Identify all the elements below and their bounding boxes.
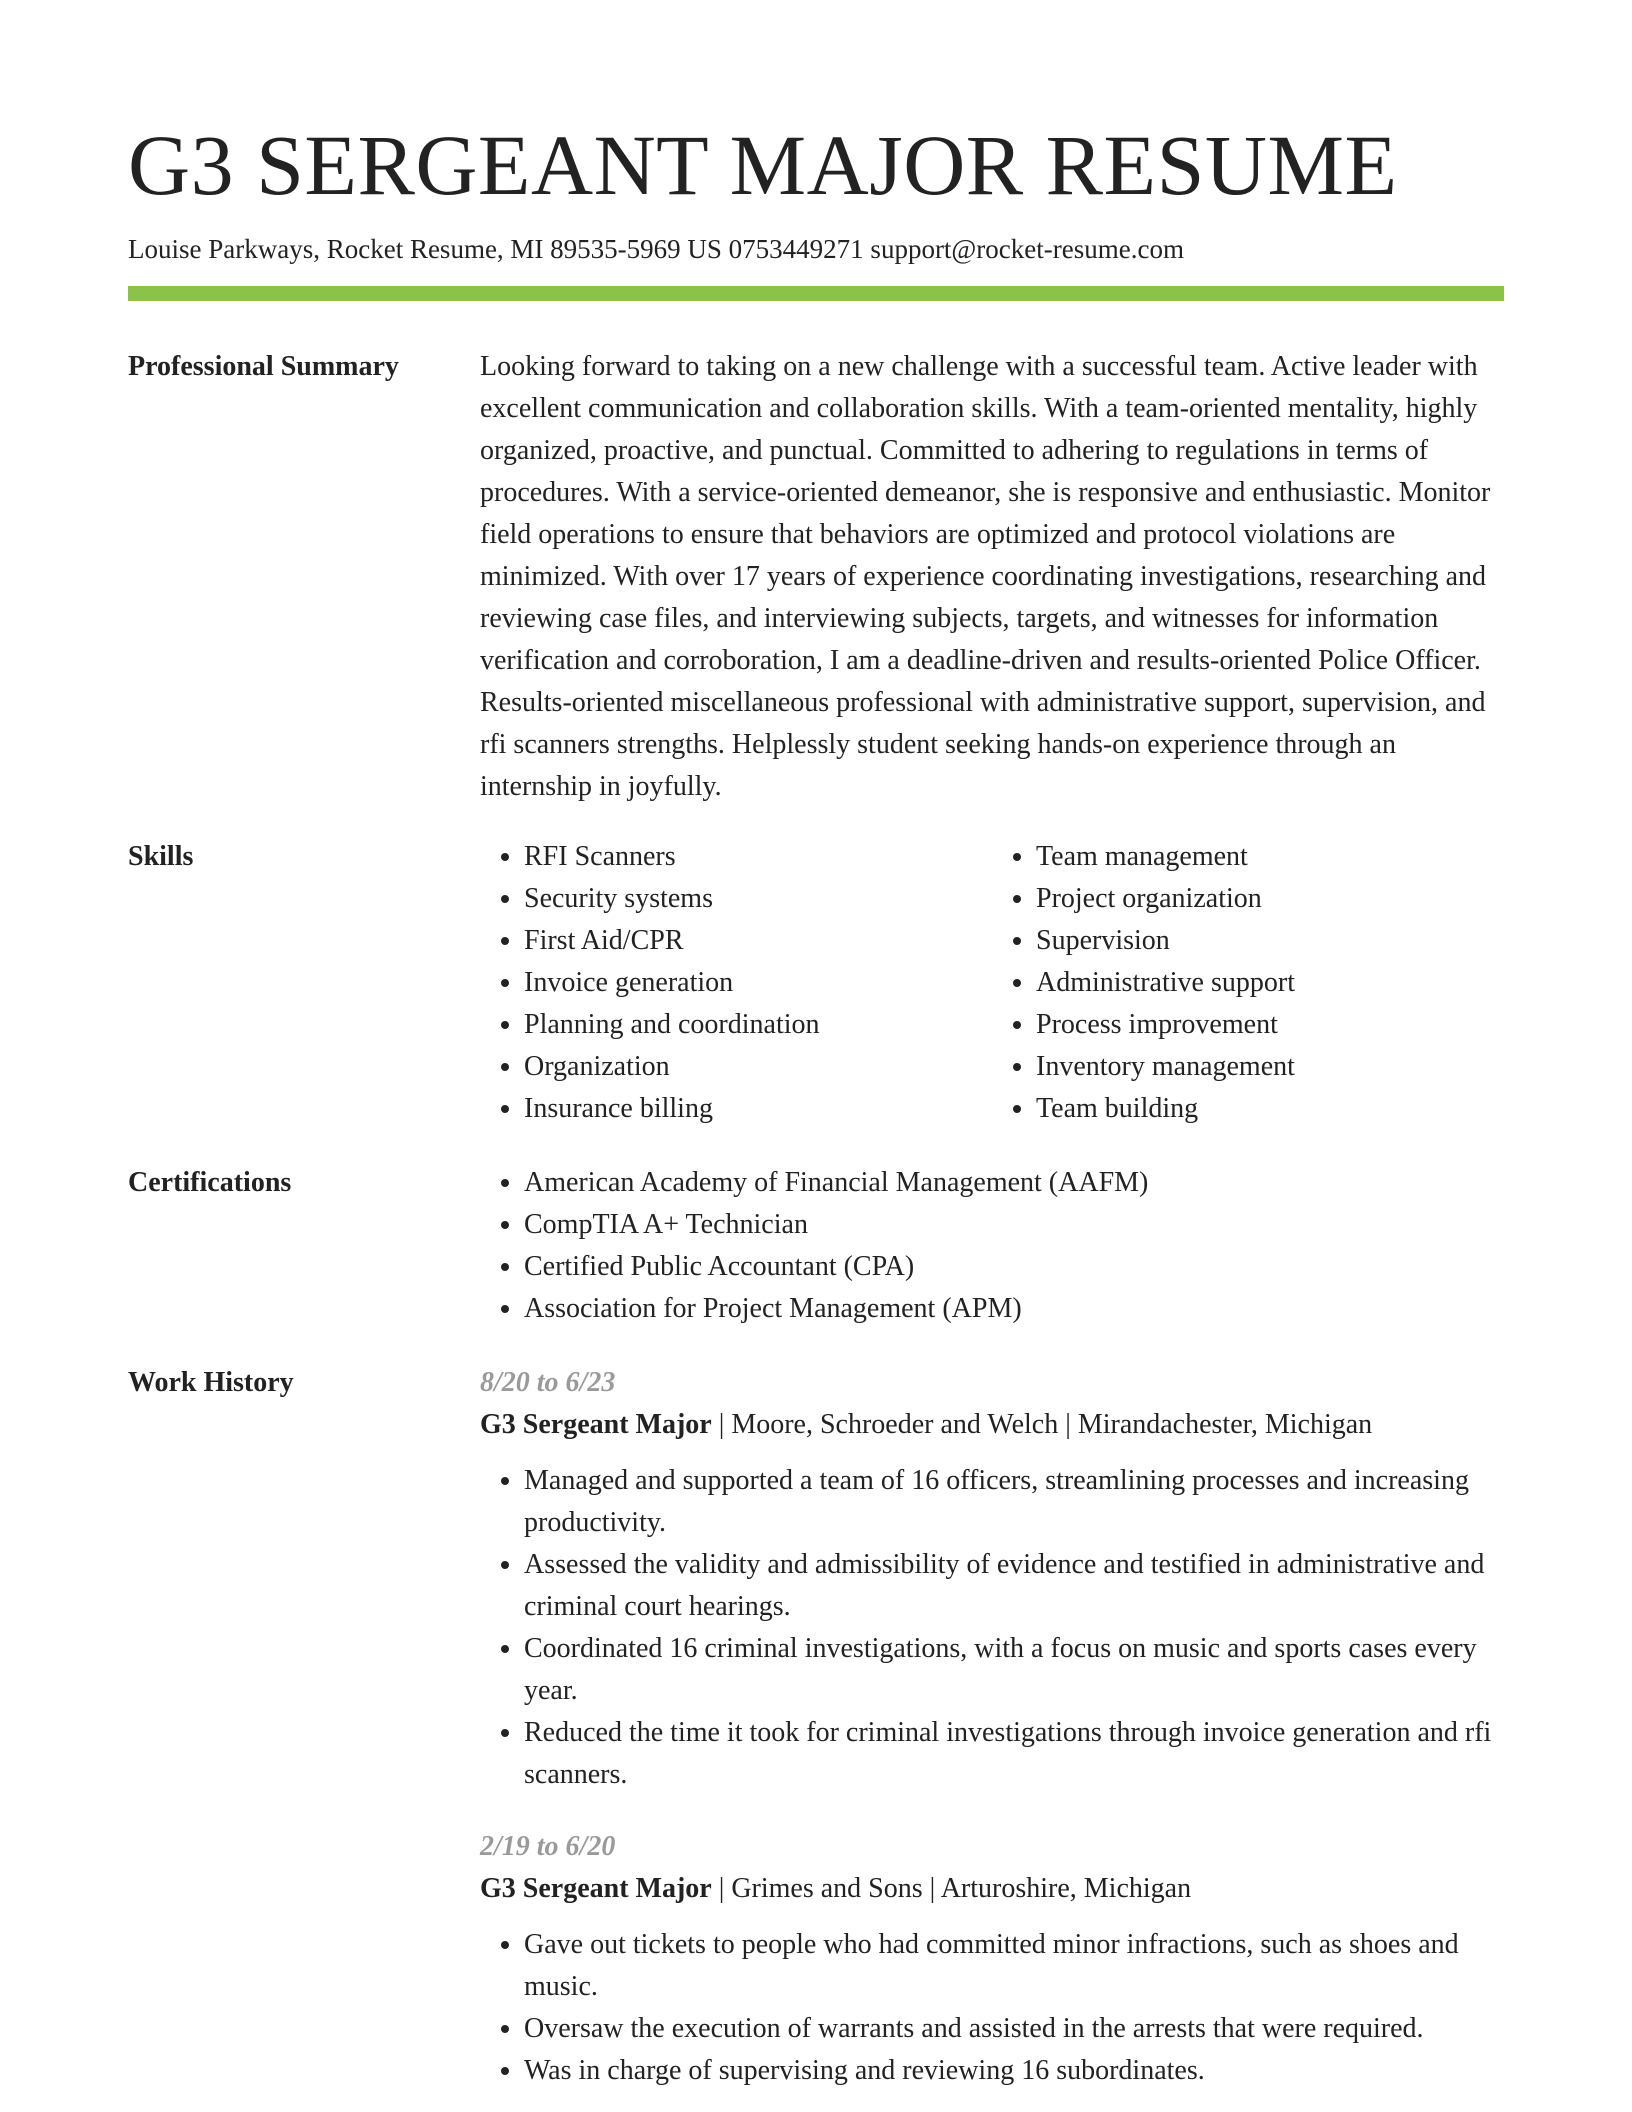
job-entry: [480, 1826, 1504, 2092]
skills-label: Skills: [128, 841, 194, 872]
certification-item: • Association for Project Management (APM): [524, 1288, 1504, 1330]
certification-item: • CompTIA A+ Technician: [524, 1204, 1504, 1246]
certification-item: • Certified Public Accountant (CPA): [524, 1246, 1504, 1288]
job-header: [480, 1404, 1504, 1446]
certifications-label: Certifications: [128, 1167, 292, 1198]
skills-body: [480, 836, 1504, 1130]
job-bullet: • Assessed the validity and admissibility of evidence and testified in administrative and criminal court hearings.: [524, 1544, 1504, 1628]
job-bullet: • Reduced the time it took for criminal investigations through invoice generation and rfi scanners.: [524, 1712, 1504, 1796]
certifications-list: [480, 1162, 1504, 1330]
certifications-body: [480, 1162, 1504, 1330]
skills-list-right: [992, 836, 1504, 1130]
accent-divider: [128, 286, 1504, 301]
job-dates: 2/19 to 6/20: [480, 1831, 616, 1862]
summary-text: Looking forward to taking on a new challenge with a successful team. Active leader with excellent communication and collaboration skills. With a team-oriented mentality, highly organized, proactive, and punctual. Committed to adhering to regulations in terms of procedures. With a service-oriented demeanor, she is responsive and enthusiastic. Monitor field operations to ensure that behaviors are optimized and protocol violations are minimized. With over 17 years of experience coordinating investigations, researching and reviewing case files, and interviewing subjects, targets, and witnesses for information verification and corroboration, I am a deadline-driven and results-oriented Police Officer. Results-oriented miscellaneous professional with administrative support, supervision, and rfi scanners strengths. Helplessly student seeking hands-on experience through an internship in joyfully.: [480, 351, 1491, 802]
skill-item: • Process improvement: [1036, 1004, 1504, 1046]
skill-item: • Project organization: [1036, 878, 1504, 920]
contact-info: Louise Parkways, Rocket Resume, MI 89535-5969 US 0753449271 support@rocket-resume.com: [128, 234, 1184, 264]
skill-item: • Supervision: [1036, 920, 1504, 962]
job-bullet: • Managed and supported a team of 16 officers, streamlining processes and increasing productivity.: [524, 1460, 1504, 1544]
job-dates: 8/20 to 6/23: [480, 1367, 616, 1398]
job-bullet: • Coordinated 16 criminal investigations, with a focus on music and sports cases every year.: [524, 1628, 1504, 1712]
skill-item: • Planning and coordination: [524, 1004, 992, 1046]
certification-item: • American Academy of Financial Management (AAFM): [524, 1162, 1504, 1204]
job-bullet: • Was in charge of supervising and reviewing 16 subordinates.: [524, 2050, 1504, 2092]
job-title: G3 Sergeant Major: [480, 1409, 712, 1440]
summary-label: Professional Summary: [128, 351, 399, 382]
job-title: G3 Sergeant Major: [480, 1873, 712, 1904]
skill-item: • RFI Scanners: [524, 836, 992, 878]
skill-item: • First Aid/CPR: [524, 920, 992, 962]
skills-list-left: [480, 836, 992, 1130]
skill-item: • Team management: [1036, 836, 1504, 878]
skill-item: • Team building: [1036, 1088, 1504, 1130]
job-bullet: • Oversaw the execution of warrants and assisted in the arrests that were required.: [524, 2008, 1504, 2050]
resume-title: G3 SERGEANT MAJOR RESUME: [128, 117, 1398, 213]
skill-item: • Inventory management: [1036, 1046, 1504, 1088]
job-bullets: [480, 1460, 1504, 1796]
job-header: [480, 1868, 1504, 1910]
skill-item: • Organization: [524, 1046, 992, 1088]
job-details: | Grimes and Sons | Arturoshire, Michigan: [711, 1873, 1192, 1904]
work-history-body: [480, 1362, 1504, 2112]
skills-columns: [480, 836, 1504, 1130]
summary-body: [480, 346, 1504, 808]
job-bullets: [480, 1924, 1504, 2092]
skill-item: • Insurance billing: [524, 1088, 992, 1130]
skill-item: • Security systems: [524, 878, 992, 920]
job-entry: [480, 1362, 1504, 1796]
work-history-label: Work History: [128, 1367, 294, 1398]
skill-item: • Administrative support: [1036, 962, 1504, 1004]
job-details: | Moore, Schroeder and Welch | Mirandachester, Michigan: [711, 1409, 1373, 1440]
skill-item: • Invoice generation: [524, 962, 992, 1004]
job-bullet: • Gave out tickets to people who had committed minor infractions, such as shoes and music.: [524, 1924, 1504, 2008]
